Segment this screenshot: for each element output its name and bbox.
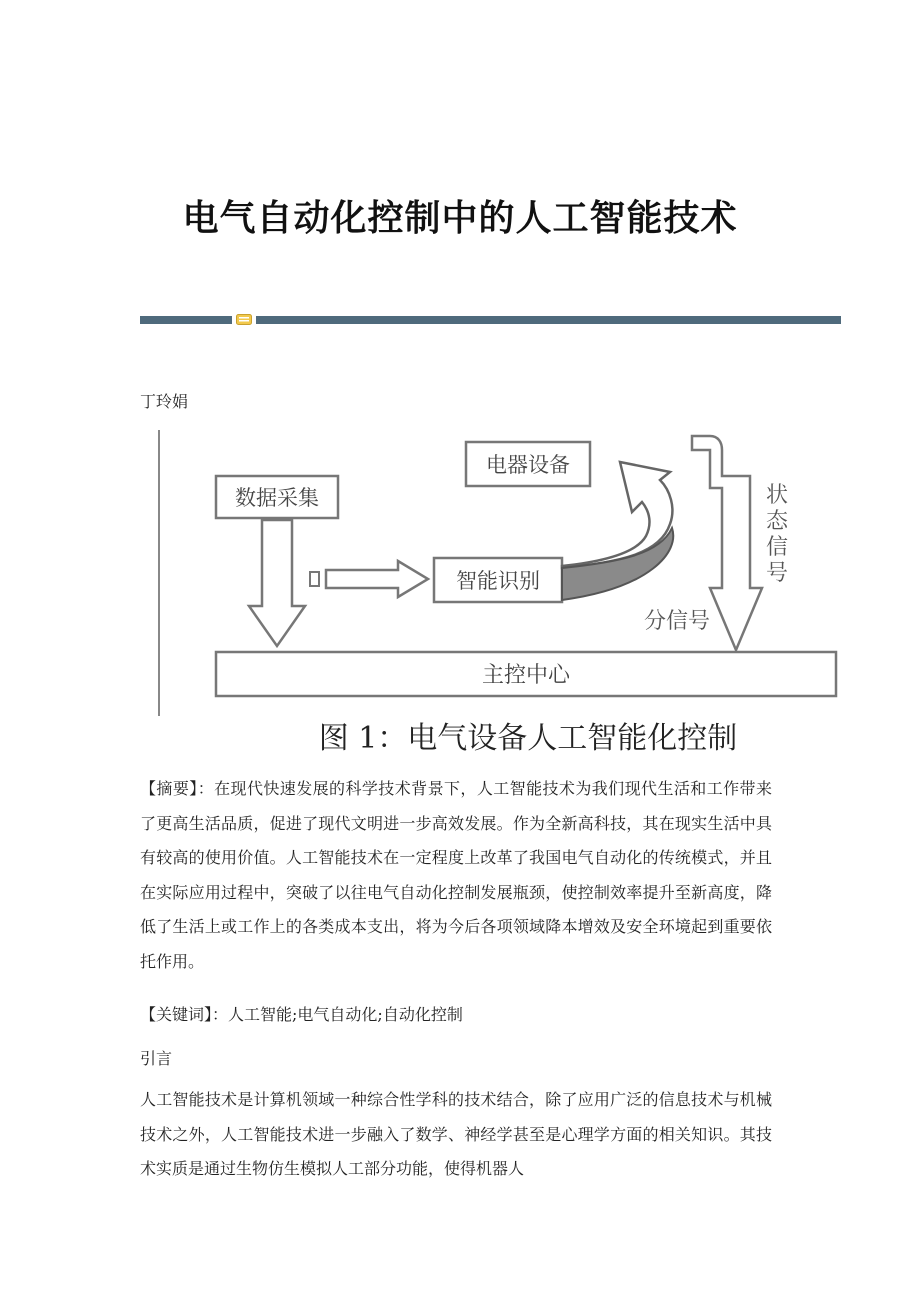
keywords-label: 【关键词】 bbox=[140, 1005, 213, 1024]
data-collection-label: 数据采集 bbox=[235, 486, 319, 510]
title-divider-left bbox=[140, 316, 232, 324]
small-square-mark bbox=[310, 572, 319, 586]
keywords-paragraph bbox=[140, 998, 772, 1033]
status-signal-label-vertical: 状 态 信 号 bbox=[766, 483, 789, 586]
to-recognition-arrow bbox=[326, 561, 428, 597]
keywords-separator: ： bbox=[212, 1005, 229, 1024]
main-control-center-label: 主控中心 bbox=[481, 663, 571, 688]
abstract-paragraph bbox=[140, 772, 772, 979]
electrical-equipment-label: 电器设备 bbox=[486, 453, 570, 477]
split-signal-label: 分信号 bbox=[643, 609, 711, 634]
figure-1 bbox=[150, 428, 850, 758]
collection-down-arrow bbox=[249, 520, 305, 646]
abstract-text: 在现代快速发展的科学技术背景下，人工智能技术为我们现代生活和工作带来了更高生活品质，促进了现代文明进一步高效发展。作为全新高科技，其在现实生活中具有较高的使用价值。人工智能技术在一定程度上改革了我国电气自动化的传统模式，并且在实际应用过程中，突破了以往电气自动化控制发展瓶颈，使控制效率提升至新高度，降低了生活上或工作上的各类成本支出，将为今后各项领域降本增效及安全环境起到重要依托作用。 bbox=[140, 779, 772, 971]
figure-caption: 图 1：电气设备人工智能化控制 bbox=[318, 721, 738, 756]
author-name: 丁玲娟 bbox=[140, 392, 189, 411]
intro-heading: 引言 bbox=[140, 1049, 173, 1068]
title-divider-right bbox=[256, 316, 841, 324]
abstract-separator: ： bbox=[197, 779, 215, 798]
divider-ornament-icon bbox=[236, 314, 252, 325]
control-flow-diagram bbox=[150, 428, 850, 758]
document-title: 电气自动化控制中的人工智能技术 bbox=[182, 197, 738, 239]
keywords-text: 人工智能;电气自动化;自动化控制 bbox=[228, 1005, 463, 1024]
intro-paragraph: 人工智能技术是计算机领域一种综合性学科的技术结合，除了应用广泛的信息技术与机械技术之外，人工智能技术进一步融入了数学、神经学甚至是心理学方面的相关知识。其技术实质是通过生物仿生模拟人工部分功能，使得机器人 bbox=[140, 1090, 772, 1178]
intelligent-recognition-label: 智能识别 bbox=[456, 569, 540, 593]
abstract-label: 【摘要】 bbox=[140, 779, 198, 798]
